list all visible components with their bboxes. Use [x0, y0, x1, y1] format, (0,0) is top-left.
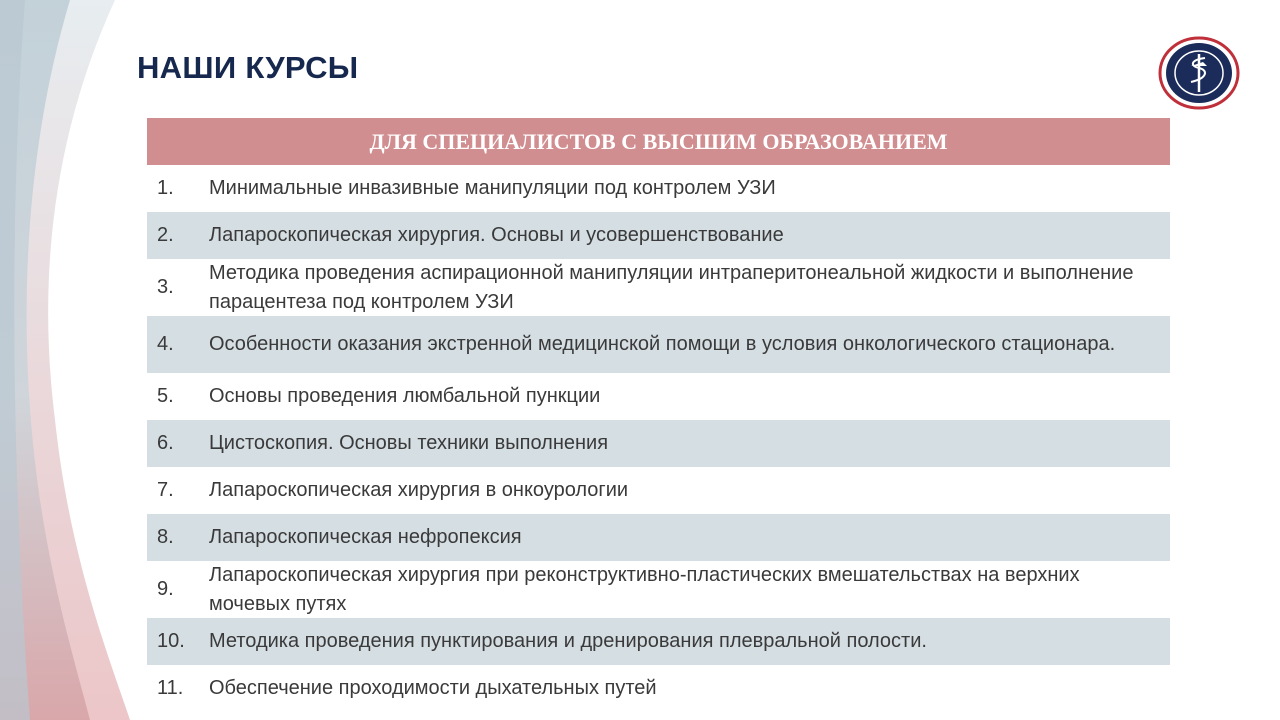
course-title: Основы проведения люмбальной пункции	[209, 385, 601, 407]
table-row	[147, 420, 1170, 467]
row-number: 7.	[157, 479, 174, 501]
courses-table	[147, 118, 1170, 712]
course-title: Лапароскопическая хирургия. Основы и усовершенствование	[209, 224, 784, 246]
row-number: 1.	[157, 177, 174, 199]
row-number: 4.	[157, 333, 174, 355]
medical-emblem-icon	[1158, 36, 1240, 110]
course-title: Лапароскопическая нефропексия	[209, 526, 522, 548]
row-number: 8.	[157, 526, 174, 548]
table-row	[147, 259, 1170, 316]
course-title: Лапароскопическая хирургия при реконструктивно-пластических вмешательствах на верхних мочевых путях	[209, 563, 1080, 615]
table-row	[147, 665, 1170, 712]
course-title: Методика проведения пунктирования и дренирования плевральной полости.	[209, 630, 927, 652]
row-number: 11.	[157, 677, 184, 699]
table-header: ДЛЯ СПЕЦИАЛИСТОВ С ВЫСШИМ ОБРАЗОВАНИЕМ	[147, 118, 1170, 165]
table-row	[147, 373, 1170, 420]
row-number: 6.	[157, 432, 174, 454]
page-title: НАШИ КУРСЫ	[137, 50, 359, 85]
row-number: 10.	[157, 630, 185, 652]
course-title: Цистоскопия. Основы техники выполнения	[209, 432, 609, 454]
course-title: Методика проведения аспирационной манипуляции интраперитонеальной жидкости и выполнение парацентеза под контролем УЗИ	[209, 261, 1134, 313]
row-number: 3.	[157, 276, 174, 298]
table-row	[147, 514, 1170, 561]
course-title: Минимальные инвазивные манипуляции под контролем УЗИ	[209, 177, 776, 199]
row-number: 2.	[157, 224, 174, 246]
table-row	[147, 618, 1170, 665]
row-number: 9.	[157, 578, 174, 600]
course-title: Обеспечение проходимости дыхательных путей	[209, 677, 657, 699]
course-title: Особенности оказания экстренной медицинской помощи в условия онкологического стационара.	[209, 333, 1116, 355]
course-title: Лапароскопическая хирургия в онкоурологии	[209, 479, 629, 501]
row-number: 5.	[157, 385, 174, 407]
table-row	[147, 165, 1170, 212]
table-row	[147, 316, 1170, 373]
table-row	[147, 467, 1170, 514]
table-row	[147, 561, 1170, 618]
table-row	[147, 212, 1170, 259]
